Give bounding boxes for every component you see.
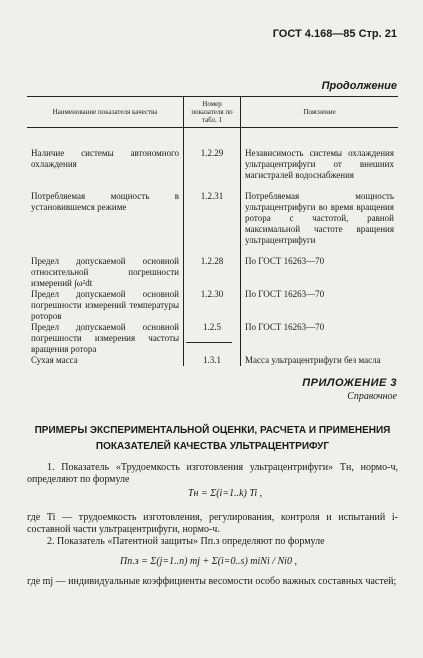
- appendix-title: ПРИЛОЖЕНИЕ 3: [302, 377, 397, 389]
- table-row: [27, 181, 398, 246]
- row-note: По ГОСТ 16263—70: [241, 289, 399, 322]
- formula-1: Tн = Σ(i=1..k) Ti ,: [188, 488, 263, 499]
- row-number: 1.2.31: [184, 181, 241, 246]
- row-number: 1.2.29: [184, 128, 241, 182]
- paragraph-2: 2. Показатель «Патентной защиты» Пп.з определяют по формуле: [47, 536, 325, 547]
- row-name: Предел допускаемой основной погрешности измерения частоты вращения ротора: [31, 322, 179, 354]
- table-row: [27, 355, 398, 366]
- row-name: Потребляемая мощность в установившемся режиме: [31, 191, 179, 212]
- row-number: 1.2.30: [184, 289, 241, 322]
- paragraph-2-where: где mj — индивидуальные коэффициенты весомости особо важных составных частей;: [27, 576, 397, 587]
- table-row: [27, 246, 398, 289]
- appendix-subtitle: Справочное: [347, 391, 397, 402]
- row-name: Наличие системы автономного охлаждения: [31, 148, 179, 169]
- paragraph-1-where: где Ti — трудоемкость изготовления, регулирования, контроля и испытаний i-составной части ультрацентрифуги, нормо-ч.: [27, 512, 398, 535]
- paragraph-1: 1. Показатель «Трудоемкость изготовления ультрацентрифуги» Tн, нормо-ч, определяют по формуле: [27, 462, 398, 485]
- row-note: Масса ультрацентрифуги без масла: [241, 355, 399, 366]
- row-note: Потребляемая мощность ультрацентрифуги во время вращения ротора с частотой, равной максимальной частоте вращения ультрацентрифуги: [241, 181, 399, 246]
- row-number: 1.2.28: [184, 246, 241, 289]
- formula-2: Пп.з = Σ(j=1..n) mj + Σ(i=0..s) miNi / Ni0 ,: [120, 556, 297, 567]
- column-header-note: Пояснение: [241, 97, 399, 128]
- row-note: Независимость системы охлаждения ультрацентрифуги от внешних магистралей водоснабжения: [241, 128, 399, 182]
- table-row: [27, 322, 398, 355]
- row-number: 1.3.1: [184, 355, 241, 366]
- row-name: Предел допускаемой основной относительной погрешности измерений ∫ω²dt: [31, 256, 179, 288]
- continuation-label: Продолжение: [321, 80, 397, 92]
- table-row: [27, 128, 398, 182]
- row-name: Сухая масса: [31, 355, 78, 365]
- table-row: [27, 289, 398, 322]
- row-name: Предел допускаемой основной погрешности измерений температуры роторов: [31, 289, 179, 321]
- row-note: По ГОСТ 16263—70: [241, 322, 399, 355]
- quality-table: [27, 96, 398, 366]
- section-divider: [186, 342, 232, 343]
- row-note: По ГОСТ 16263—70: [241, 246, 399, 289]
- column-header-number: Номер показателя по табл. 1: [184, 97, 241, 128]
- page-header: ГОСТ 4.168—85 Стр. 21: [272, 28, 397, 40]
- appendix-heading: ПРИМЕРЫ ЭКСПЕРИМЕНТАЛЬНОЙ ОЦЕНКИ, РАСЧЕТА И ПРИМЕНЕНИЯ ПОКАЗАТЕЛЕЙ КАЧЕСТВА УЛЬТРАЦЕНТРИФУГ: [34, 425, 391, 452]
- row-number: 1.2.5: [184, 322, 241, 355]
- column-header-name: Наименование показателя качества: [27, 97, 184, 128]
